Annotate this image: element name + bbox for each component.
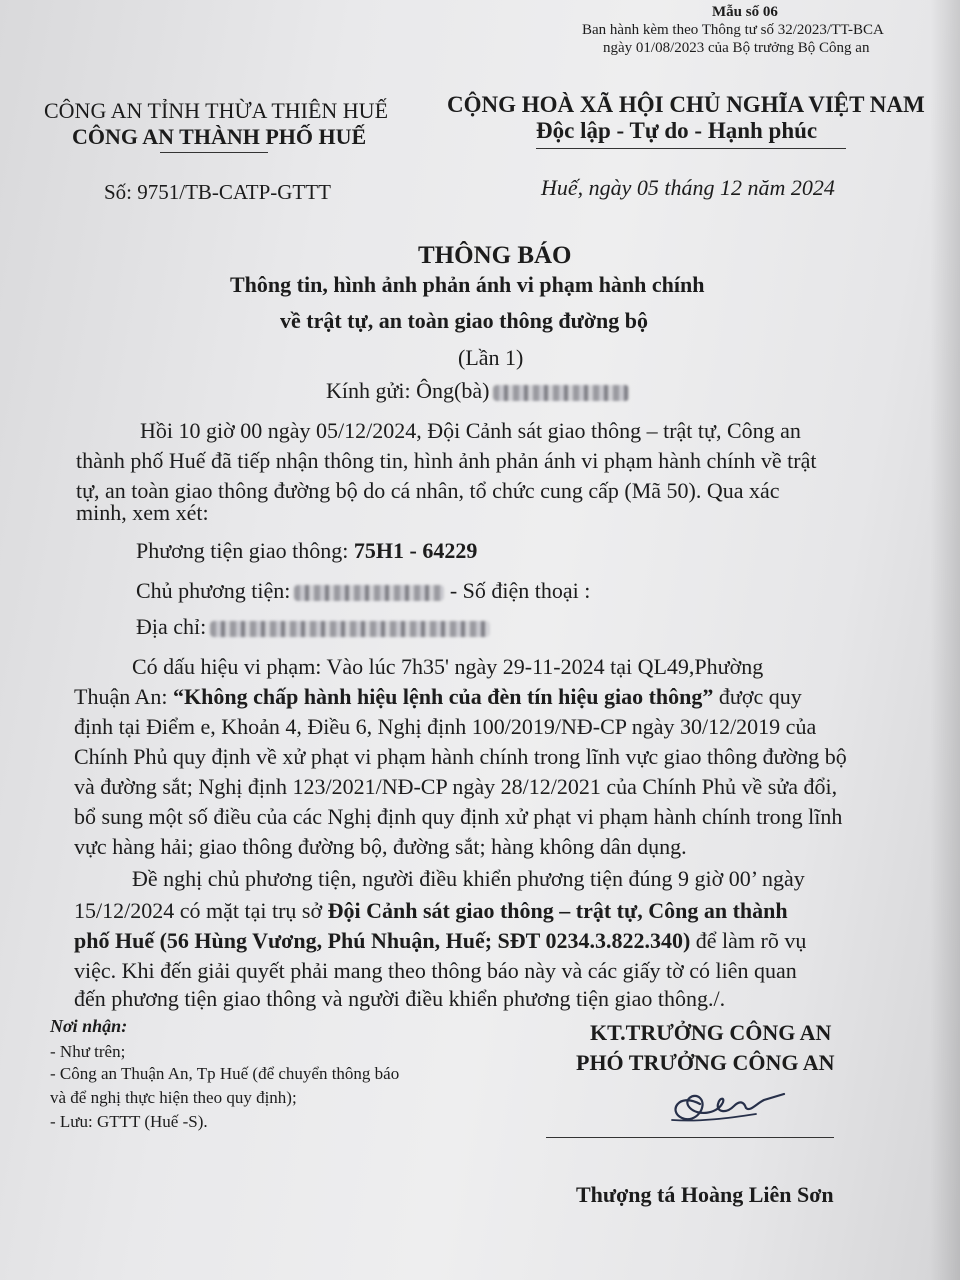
- recipient-item: - Công an Thuận An, Tp Huế (để chuyển thông báo: [50, 1064, 400, 1083]
- addressee: [326, 378, 629, 404]
- request-line-4: việc. Khi đến giải quyết phải mang theo thông báo này và các giấy tờ có liên quan: [74, 958, 797, 983]
- owner-label: Chủ phương tiện:: [136, 578, 291, 603]
- nation-motto: Độc lập - Tự do - Hạnh phúc: [536, 118, 818, 143]
- phone-label: - Số điện thoại :: [449, 578, 591, 603]
- handwritten-signature: [660, 1074, 810, 1134]
- redacted-address: [210, 621, 490, 637]
- recipients-title: Nơi nhận:: [50, 1016, 128, 1036]
- paragraph-1-line-4: minh, xem xét:: [76, 500, 209, 525]
- violation-line-6: bổ sung một số điều của các Nghị định quy định xử phạt vi phạm hành chính trong lĩnh: [74, 804, 843, 829]
- signer-title: PHÓ TRƯỞNG CÔNG AN: [576, 1050, 835, 1075]
- redacted-owner: [294, 585, 444, 601]
- request-line-3: [74, 928, 806, 954]
- request-office: Đội Cảnh sát giao thông – trật tự, Công an thành: [327, 898, 788, 923]
- notice-title: THÔNG BÁO: [418, 242, 572, 269]
- request-date: 15/12/2024 có mặt tại trụ sở: [74, 898, 328, 923]
- vehicle-plate: 75H1 - 64229: [353, 538, 478, 563]
- form-legal-basis-line1: Ban hành kèm theo Thông tư số 32/2023/TT-BCA: [582, 22, 884, 38]
- nation-name: CỘNG HOÀ XÃ HỘI CHỦ NGHĨA VIỆT NAM: [447, 92, 925, 117]
- request-line-5: đến phương tiện giao thông và người điều khiển phương tiện giao thông./.: [74, 986, 726, 1011]
- violation-line-2: [74, 684, 802, 710]
- paragraph-1-line-2: thành phố Huế đã tiếp nhận thông tin, hình ảnh phản ánh vi phạm hành chính về trật: [76, 448, 817, 473]
- vehicle-label: Phương tiện giao thông:: [136, 538, 349, 563]
- form-legal-basis-line2: ngày 01/08/2023 của Bộ trưởng Bộ Công an: [603, 40, 870, 56]
- issuer-province: CÔNG AN TỈNH THỪA THIÊN HUẾ: [44, 98, 389, 123]
- request-line-1: Đề nghị chủ phương tiện, người điều khiển phương tiện đúng 9 giờ 00’ ngày: [132, 866, 805, 891]
- addressee-label: Kính gửi: Ông(bà): [326, 378, 490, 403]
- document-date: Huế, ngày 05 tháng 12 năm 2024: [541, 175, 835, 200]
- vehicle-row: [136, 538, 477, 564]
- recipient-item: - Như trên;: [50, 1042, 126, 1061]
- notice-subtitle-1: Thông tin, hình ảnh phản ánh vi phạm hành chính: [230, 272, 705, 297]
- owner-row: [136, 578, 590, 604]
- issuer-underline: [160, 152, 268, 153]
- motto-underline: [536, 148, 846, 149]
- violation-description: “Không chấp hành hiệu lệnh của đèn tín hiệu giao thông”: [173, 684, 714, 709]
- notice-subtitle-2: về trật tự, an toàn giao thông đường bộ: [280, 308, 649, 333]
- paragraph-1-line-3: tự, an toàn giao thông đường bộ do cá nhân, tổ chức cung cấp (Mã 50). Qua xác: [76, 478, 780, 503]
- recipient-item: - Lưu: GTTT (Huế -S).: [50, 1112, 208, 1131]
- signature-line: [546, 1137, 834, 1138]
- redacted-name: [493, 385, 629, 401]
- violation-line-3: định tại Điểm e, Khoản 4, Điều 6, Nghị định 100/2019/NĐ-CP ngày 30/12/2019 của: [74, 714, 817, 739]
- violation-line-1: Có dấu hiệu vi phạm: Vào lúc 7h35' ngày 29-11-2024 tại QL49,Phường: [132, 654, 764, 679]
- signer-authority: KT.TRƯỞNG CÔNG AN: [590, 1020, 832, 1045]
- document-number: Số: 9751/TB-CATP-GTTT: [104, 180, 331, 204]
- address-row: [136, 614, 490, 640]
- violation-tail: được quy: [713, 684, 802, 709]
- issuer-city: CÔNG AN THÀNH PHỐ HUẾ: [72, 124, 367, 149]
- page-edge-shadow: [930, 0, 960, 1280]
- address-label: Địa chỉ:: [136, 614, 207, 639]
- violation-line-7: vực hàng hải; giao thông đường bộ, đường sắt; hàng không dân dụng.: [74, 834, 687, 859]
- paragraph-1-line-1: Hồi 10 giờ 00 ngày 05/12/2024, Đội Cảnh sát giao thông – trật tự, Công an: [140, 418, 801, 443]
- notice-round: (Lần 1): [458, 345, 524, 370]
- signer-name: Thượng tá Hoàng Liên Sơn: [576, 1182, 834, 1207]
- violation-line-4: Chính Phủ quy định về xử phạt vi phạm hành chính trong lĩnh vực giao thông đường bộ: [74, 744, 847, 769]
- violation-line-5: và đường sắt; Nghị định 123/2021/NĐ-CP ngày 28/12/2021 của Chính Phủ về sửa đổi,: [74, 774, 838, 799]
- form-number: Mẫu số 06: [712, 4, 778, 20]
- recipient-item: và để nghị thực hiện theo quy định);: [50, 1088, 297, 1107]
- request-purpose: để làm rõ vụ: [690, 928, 807, 953]
- request-line-2: [74, 898, 788, 924]
- violation-location: Thuận An:: [74, 684, 173, 709]
- request-office-address: phố Huế (56 Hùng Vương, Phú Nhuận, Huế; SĐT 0234.3.822.340): [74, 928, 691, 953]
